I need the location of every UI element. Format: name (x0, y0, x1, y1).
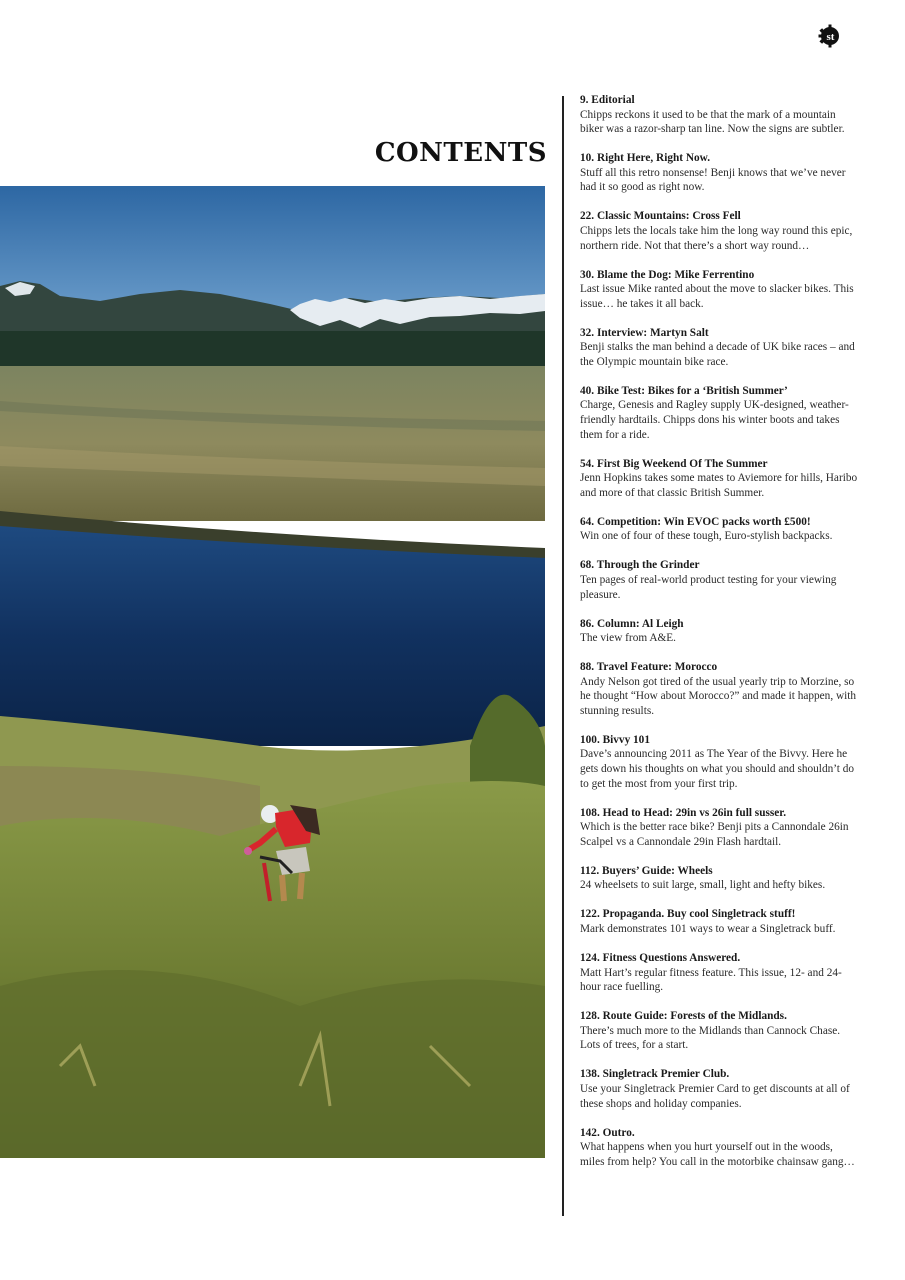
toc-entry-title: 88. Travel Feature: Morocco (580, 661, 718, 674)
toc-entry[interactable] (580, 384, 860, 442)
toc-entry[interactable] (580, 1126, 860, 1170)
toc-entry-desc: Jenn Hopkins takes some mates to Aviemore for hills, Haribo and more of that classic British Summer. (580, 472, 858, 499)
toc-entry-title: 10. Right Here, Right Now. (580, 152, 711, 165)
toc-entry[interactable] (580, 733, 860, 791)
toc-entry-desc: What happens when you hurt yourself out in the woods, miles from help? You call in the motorbike chainsaw gang… (580, 1141, 855, 1168)
toc-entry-title: 22. Classic Mountains: Cross Fell (580, 210, 741, 223)
toc-entry[interactable] (580, 326, 860, 370)
toc-entry-desc: Chipps lets the locals take him the long way round this epic, northern ride. Not that there’s a short way round… (580, 224, 853, 252)
toc-entry-desc: Mark demonstrates 101 ways to wear a Singletrack buff. (580, 923, 836, 935)
toc-entry[interactable] (580, 864, 860, 893)
toc-entry[interactable] (580, 151, 860, 195)
toc-entry-desc: Which is the better race bike? Benji pits a Cannondale 26in Scalpel vs a Cannondale 29in Flash hardtail. (580, 821, 849, 848)
toc-entry-title: 9. Editorial (580, 94, 635, 106)
table-of-contents (580, 93, 860, 1184)
toc-entry-title: 124. Fitness Questions Answered. (580, 951, 741, 964)
toc-entry-title: 138. Singletrack Premier Club. (580, 1068, 730, 1081)
mountain-bike-landscape-image (0, 186, 545, 1158)
toc-entry-title: 100. Bivvy 101 (580, 733, 650, 746)
toc-entry-title: 32. Interview: Martyn Salt (580, 326, 709, 339)
toc-entry[interactable] (580, 515, 860, 544)
toc-entry-desc: Matt Hart’s regular fitness feature. This issue, 12- and 24-hour race fuelling. (580, 966, 842, 994)
toc-entry-desc: 24 wheelsets to suit large, small, light and hefty bikes. (580, 879, 826, 892)
toc-entry-title: 30. Blame the Dog: Mike Ferrentino (580, 268, 755, 281)
toc-entry-title: 64. Competition: Win EVOC packs worth £500! (580, 515, 811, 528)
toc-entry-title: 128. Route Guide: Forests of the Midlands. (580, 1010, 787, 1023)
toc-entry[interactable] (580, 457, 860, 501)
toc-entry-desc: The view from A&E. (580, 632, 677, 645)
singletrack-logo-icon (818, 24, 842, 48)
toc-entry[interactable] (580, 209, 860, 253)
toc-entry-desc: Chipps reckons it used to be that the mark of a mountain biker was a razor-sharp tan line. Now the signs are subtler. (580, 108, 845, 136)
toc-entry-desc: There’s much more to the Midlands than Cannock Chase. Lots of trees, for a start. (580, 1024, 841, 1052)
toc-entry-desc: Dave’s announcing 2011 as The Year of the Bivvy. Here he gets down his thoughts on what you should and shouldn’t do to get the most from your first trip. (580, 748, 855, 790)
feature-photo (0, 186, 545, 1158)
toc-entry-desc: Stuff all this retro nonsense! Benji knows that we’ve never had it so good as right now. (580, 166, 846, 194)
toc-entry-desc: Last issue Mike ranted about the move to slacker bikes. This issue… he takes it all back. (580, 283, 854, 310)
toc-entry-title: 68. Through the Grinder (580, 559, 700, 572)
toc-entry[interactable] (580, 806, 860, 850)
toc-entry-desc: Andy Nelson got tired of the usual yearly trip to Morzine, so he thought “How about Morocco?” and made it happen, with stunning results. (580, 675, 857, 717)
toc-entry-title: 108. Head to Head: 29in vs 26in full susser. (580, 806, 787, 819)
toc-entry[interactable] (580, 1009, 860, 1053)
toc-entry[interactable] (580, 93, 860, 137)
toc-entry-title: 112. Buyers’ Guide: Wheels (580, 864, 713, 877)
toc-entry-desc: Ten pages of real-world product testing for your viewing pleasure. (580, 573, 837, 601)
toc-entry[interactable] (580, 660, 860, 718)
toc-entry[interactable] (580, 617, 860, 646)
toc-entry-desc: Benji stalks the man behind a decade of UK bike races – and the Olympic mountain bike race. (580, 341, 855, 368)
column-divider (562, 96, 564, 1216)
toc-entry-title: 40. Bike Test: Bikes for a ‘British Summer’ (580, 384, 788, 397)
toc-entry-title: 122. Propaganda. Buy cool Singletrack stuff! (580, 908, 796, 921)
toc-entry-title: 54. First Big Weekend Of The Summer (580, 457, 768, 470)
svg-text:st: st (826, 31, 835, 43)
toc-entry[interactable] (580, 907, 860, 936)
page-title: CONTENTS (374, 138, 547, 168)
toc-entry-title: 142. Outro. (580, 1126, 635, 1139)
toc-entry[interactable] (580, 1067, 860, 1111)
toc-entry[interactable] (580, 951, 860, 995)
toc-entry-desc: Charge, Genesis and Ragley supply UK-designed, weather-friendly hardtails. Chipps dons his winter boots and takes them for a ride. (580, 399, 849, 441)
toc-entry-title: 86. Column: Al Leigh (580, 617, 684, 630)
toc-entry[interactable] (580, 558, 860, 602)
toc-entry-desc: Win one of four of these tough, Euro-stylish backpacks. (580, 530, 833, 543)
toc-entry-desc: Use your Singletrack Premier Card to get discounts at all of these shops and holiday companies. (580, 1082, 850, 1110)
toc-entry[interactable] (580, 268, 860, 312)
